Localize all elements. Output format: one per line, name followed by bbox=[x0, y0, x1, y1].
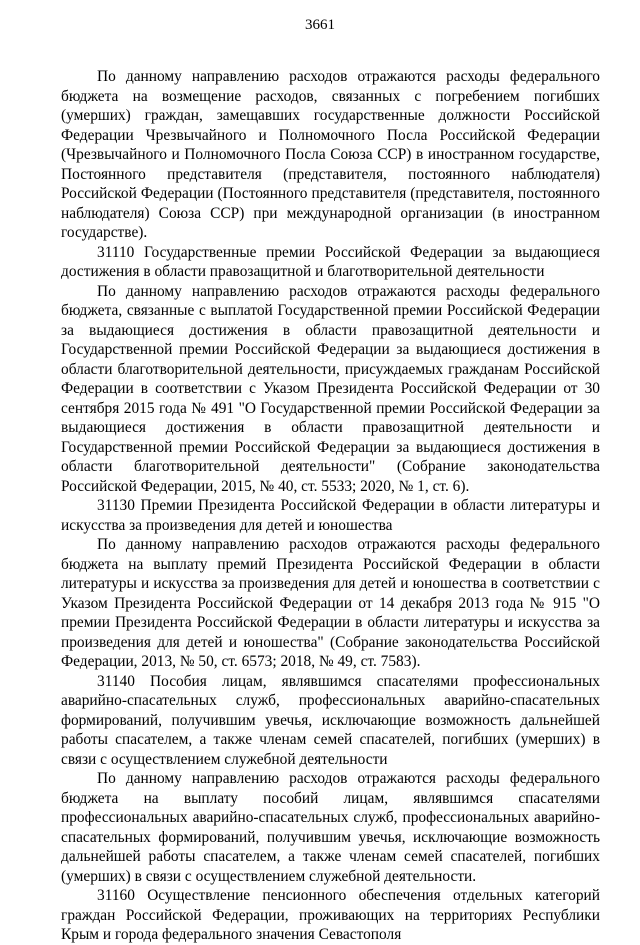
heading-31140: 31140 Пособия лицам, являвшимся спасателями профессиональных аварийно-спасательных служб, профессиональных аварийно-спасательных формирований, получившим увечья, исключающие возможность дальнейшей работы спасателем, а также членам семей спасателей, погибших (умерших) в связи с осуществлением служебной деятельности bbox=[61, 672, 600, 768]
paragraph-expenses-31140: По данному направлению расходов отражаются расходы федерального бюджета на выплату пособий лицам, являвшимся спасателями профессиональных аварийно-спасательных служб, профессиональных аварийно-спасательных формирований, получившим увечья, исключающие возможность дальнейшей работы спасателем, а также членам семей спасателей, погибших (умерших) в связи с осуществлением служебной деятельности. bbox=[61, 770, 600, 885]
heading-31130: 31130 Премии Президента Российской Федерации в области литературы и искусства за произведения для детей и юношества bbox=[61, 497, 600, 534]
paragraph-expenses-burial: По данному направлению расходов отражаются расходы федерального бюджета на возмещение расходов, связанных с погребением погибших (умерших) граждан, замещавших государственные должности Российской Федерации Чрезвычайного и Полномочного Посла Российской Федерации (Чрезвычайного и Полномочного Посла Союза ССР) в иностранном государстве, Постоянного представителя (представителя, постоянного наблюдателя) Российской Федерации (Постоянного представителя (представителя, постоянного наблюдателя) Союза ССР) при международной организации (в иностранном государстве). bbox=[61, 68, 600, 241]
paragraph-expenses-31110: По данному направлению расходов отражаются расходы федерального бюджета, связанные с выплатой Государственной премии Российской Федерации за выдающиеся достижения в области правозащитной деятельности и Государственной премии Российской Федерации за выдающиеся достижения в области благотворительной деятельности, присуждаемых гражданам Российской Федерации в соответствии с Указом Президента Российской Федерации от 30 сентября 2015 года № 491 "О Государственной премии Российской Федерации за выдающиеся достижения в области правозащитной деятельности и Государственной премии Российской Федерации за выдающиеся достижения в области благотворительной деятельности" (Собрание законодательства Российской Федерации, 2015, № 40, ст. 5533; 2020, № 1, ст. 6). bbox=[61, 282, 600, 495]
document-body bbox=[61, 67, 600, 945]
page-number: 3661 bbox=[305, 17, 335, 33]
heading-31160: 31160 Осуществление пенсионного обеспечения отдельных категорий граждан Российской Федерации, проживающих на территориях Республики Крым и города федерального значения Севастополя bbox=[61, 887, 600, 943]
paragraph-expenses-31130: По данному направлению расходов отражаются расходы федерального бюджета на выплату премий Президента Российской Федерации в области литературы и искусства за произведения для детей и юношества в соответствии с Указом Президента Российской Федерации от 14 декабря 2013 года № 915 "О премии Президента Российской Федерации в области литературы и искусства за произведения для детей и юношества" (Собрание законодательства Российской Федерации, 2013, № 50, ст. 6573; 2018, № 49, ст. 7583). bbox=[61, 536, 600, 670]
heading-31110: 31110 Государственные премии Российской Федерации за выдающиеся достижения в области правозащитной и благотворительной деятельности bbox=[61, 243, 600, 280]
